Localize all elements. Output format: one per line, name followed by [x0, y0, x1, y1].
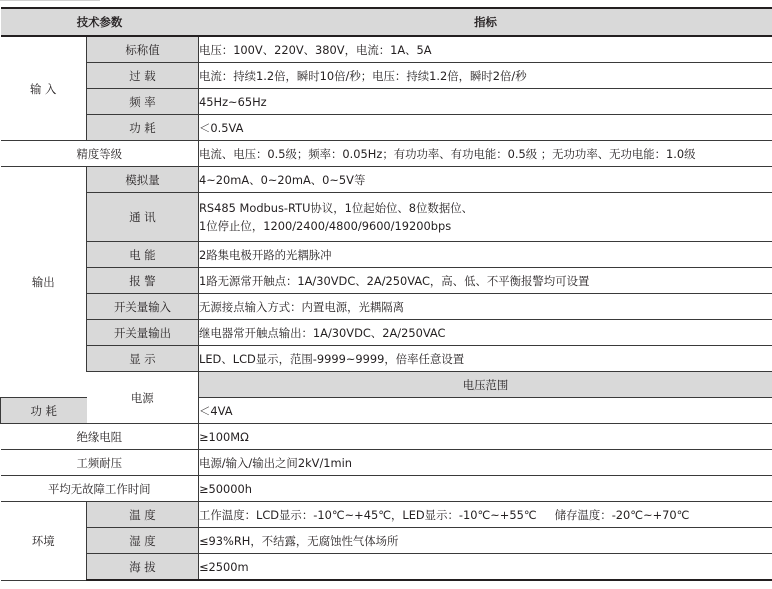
row-label-input-power: 功 耗	[87, 115, 199, 141]
row-label-di: 开关量输入	[87, 294, 199, 320]
row-label-insulation: 绝缘电阻	[1, 424, 199, 450]
row-value-energy: 2路集电极开路的光耦脉冲	[199, 242, 772, 268]
row-label-alarm: 报 警	[87, 268, 199, 294]
table-row	[1, 476, 772, 502]
row-label-overload: 过 载	[87, 63, 199, 89]
row-label-rated: 标称值	[87, 36, 199, 63]
row-value-humidity: ≤93%RH，不结露，无腐蚀性气体场所	[199, 528, 772, 554]
row-value-withstand: 电源/输入/输出之间2kV/1min	[199, 450, 772, 476]
row-value-di: 无源接点输入方式：内置电源，光耦隔离	[199, 294, 772, 320]
table-row	[1, 346, 772, 372]
row-value-altitude: ≤2500m	[199, 554, 772, 581]
table-row	[1, 36, 772, 63]
table-row	[1, 141, 772, 167]
row-value-mtbf: ≥50000h	[199, 476, 772, 502]
table-row	[1, 502, 772, 528]
row-label-humidity: 湿 度	[87, 528, 199, 554]
top-decoration-line	[0, 0, 100, 1]
table-row	[1, 193, 772, 242]
row-value-rated: 电压：100V、220V、380V，电流：1A、5A	[199, 36, 772, 63]
table-row	[1, 554, 772, 581]
table-row	[1, 320, 772, 346]
row-label-do: 开关量输出	[87, 320, 199, 346]
row-label-temperature: 温 度	[87, 502, 199, 528]
table-row	[1, 528, 772, 554]
row-value-accuracy: 电流、电压：0.5级；频率：0.05Hz；有功功率、有功电能：0.5级 ；无功功率、无功电能：1.0级	[199, 141, 772, 167]
row-value-insulation: ≥100MΩ	[199, 424, 772, 450]
row-value-frequency: 45Hz~65Hz	[199, 89, 772, 115]
header-param: 技术参数	[1, 8, 199, 36]
row-label-display: 显 示	[87, 346, 199, 372]
header-spec: 指标	[199, 8, 772, 36]
row-value-power-consumption: ＜4VA	[199, 398, 772, 424]
table-row	[1, 63, 772, 89]
comm-line-2: 1位停止位，1200/2400/4800/9600/19200bps	[199, 219, 452, 233]
group-input: 输 入	[1, 36, 87, 141]
table-row	[1, 372, 772, 398]
table-row	[1, 424, 772, 450]
row-value-temperature: 工作温度：LCD显示：-10℃~+45℃，LED显示：-10℃~+55℃ 储存温度：-20℃~+70℃	[199, 502, 772, 528]
table-row	[1, 167, 772, 193]
row-value-alarm: 1路无源常开触点：1A/30VDC、2A/250VAC，高、低、不平衡报警均可设置	[199, 268, 772, 294]
row-label-analog: 模拟量	[87, 167, 199, 193]
row-label-energy: 电 能	[87, 242, 199, 268]
group-output: 输出	[1, 167, 87, 398]
row-value-overload: 电流：持续1.2倍，瞬时10倍/秒；电压：持续1.2倍，瞬时2倍/秒	[199, 63, 772, 89]
table-row	[1, 242, 772, 268]
row-value-comm	[199, 193, 772, 242]
table-header-row	[1, 8, 772, 36]
row-label-comm: 通 讯	[87, 193, 199, 242]
spec-table	[0, 7, 772, 581]
group-environment: 环境	[1, 502, 87, 581]
table-row	[1, 89, 772, 115]
row-label-frequency: 频 率	[87, 89, 199, 115]
row-value-analog: 4~20mA、0~20mA、0~5V等	[199, 167, 772, 193]
row-value-do: 继电器常开触点输出：1A/30VDC、2A/250VAC	[199, 320, 772, 346]
row-label-voltage-range: 电压范围	[199, 372, 772, 398]
table-row	[1, 450, 772, 476]
group-power: 电源	[87, 372, 199, 424]
comm-line-1: RS485 Modbus-RTU协议，1位起始位、8位数据位、	[199, 201, 473, 215]
table-row	[1, 294, 772, 320]
row-label-accuracy: 精度等级	[1, 141, 199, 167]
table-row	[1, 268, 772, 294]
row-value-input-power: ＜0.5VA	[199, 115, 772, 141]
row-label-power-consumption: 功 耗	[1, 398, 87, 424]
table-row	[1, 115, 772, 141]
row-label-mtbf: 平均无故障工作时间	[1, 476, 199, 502]
row-value-display: LED、LCD显示，范围-9999~9999，倍率任意设置	[199, 346, 772, 372]
row-label-altitude: 海 拔	[87, 554, 199, 581]
row-label-withstand: 工频耐压	[1, 450, 199, 476]
